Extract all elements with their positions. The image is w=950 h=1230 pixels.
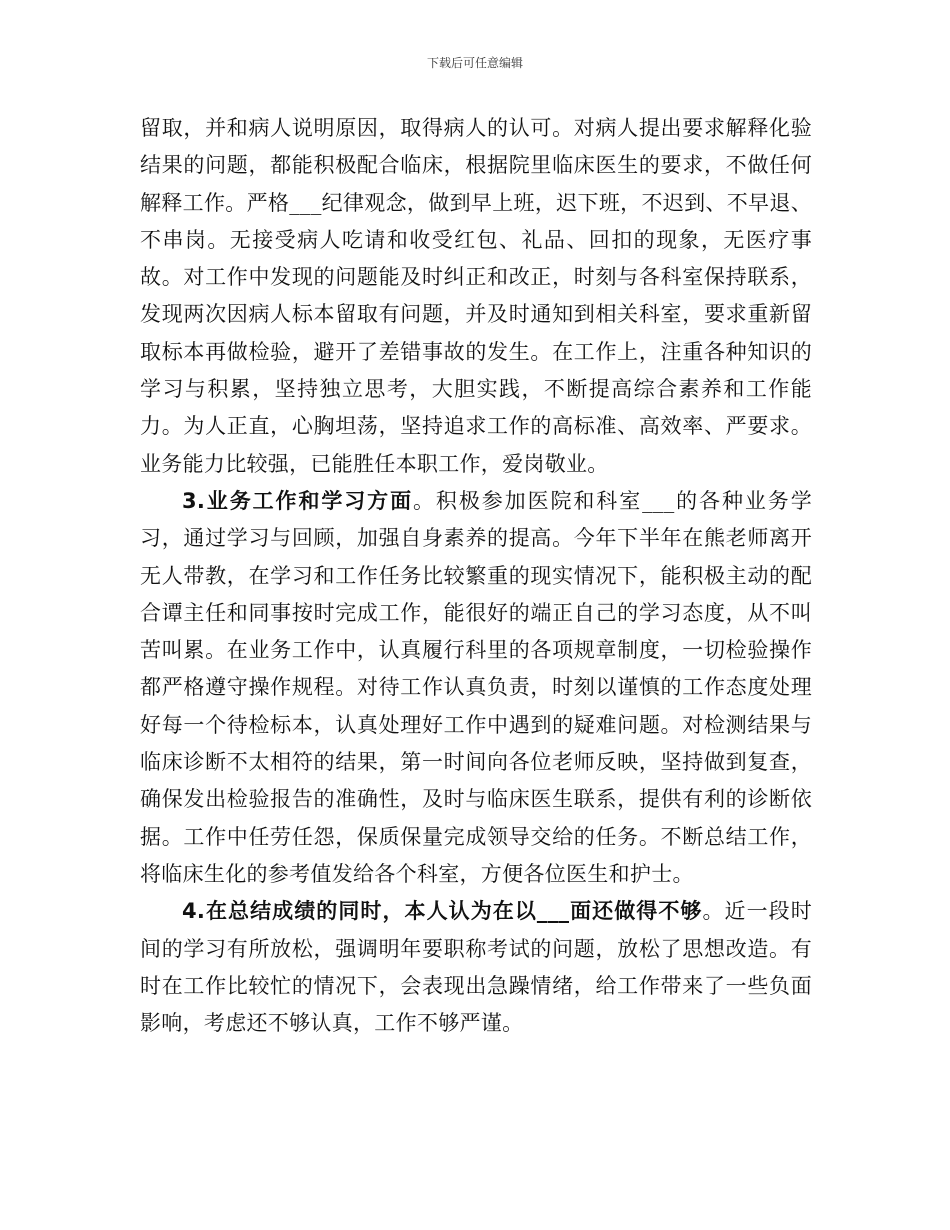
paragraph-section-3 <box>140 483 812 893</box>
document-body <box>140 110 812 1042</box>
paragraph-text: 。近一段时间的学习有所放松，强调明年要职称考试的问题，放松了思想改造。有时在工作比较忙的情况下，会表现出急躁情绪，给工作带来了一些负面影响，考虑还不够认真，工作不够严谨。 <box>140 899 813 1036</box>
section-heading: 4.在总结成绩的同时，本人认为在以___面还做得不够 <box>182 899 703 924</box>
paragraph-text: 。积极参加医院和科室___的各种业务学习，通过学习与回顾，加强自身素养的提高。今年下半年在熊老师离开无人带教，在学习和工作任务比较繁重的现实情况下，能积极主动的配合谭主任和同事按时完成工作，能很好的端正自己的学习态度，从不叫苦叫累。在业务工作中，认真履行科里的各项规章制度，一切检验操作都严格遵守操作规程。对待工作认真负责，时刻以谨慎的工作态度处理好每一个待检标本，认真处理好工作中遇到的疑难问题。对检测结果与临床诊断不太相符的结果，第一时间向各位老师反映，坚持做到复查，确保发出检验报告的准确性，及时与临床医生联系，提供有利的诊断依据。工作中任劳任怨，保质保量完成领导交给的任务。不断总结工作，将临床生化的参考值发给各个科室，方便各位医生和护士。 <box>140 488 813 886</box>
paragraph-section-4 <box>140 893 812 1042</box>
section-heading: 3.业务工作和学习方面 <box>182 488 414 513</box>
page-header: 下载后可任意编辑 <box>426 56 523 70</box>
paragraph-continuation <box>140 110 812 483</box>
paragraph-text: 留取，并和病人说明原因，取得病人的认可。对病人提出要求解释化验结果的问题，都能积极配合临床，根据院里临床医生的要求，不做任何解释工作。严格___纪律观念，做到早上班，迟下班，不迟到、不早退、不串岗。无接受病人吃请和收受红包、礼品、回扣的现象，无医疗事故。对工作中发现的问题能及时纠正和改正，时刻与各科室保持联系，发现两次因病人标本留取有问题，并及时通知到相关科室，要求重新留取标本再做检验，避开了差错事故的发生。在工作上，注重各种知识的学习与积累，坚持独立思考，大胆实践，不断提高综合素养和工作能力。为人正直，心胸坦荡，坚持追求工作的高标准、高效率、严要求。业务能力比较强，已能胜任本职工作，爱岗敬业。 <box>140 116 812 476</box>
